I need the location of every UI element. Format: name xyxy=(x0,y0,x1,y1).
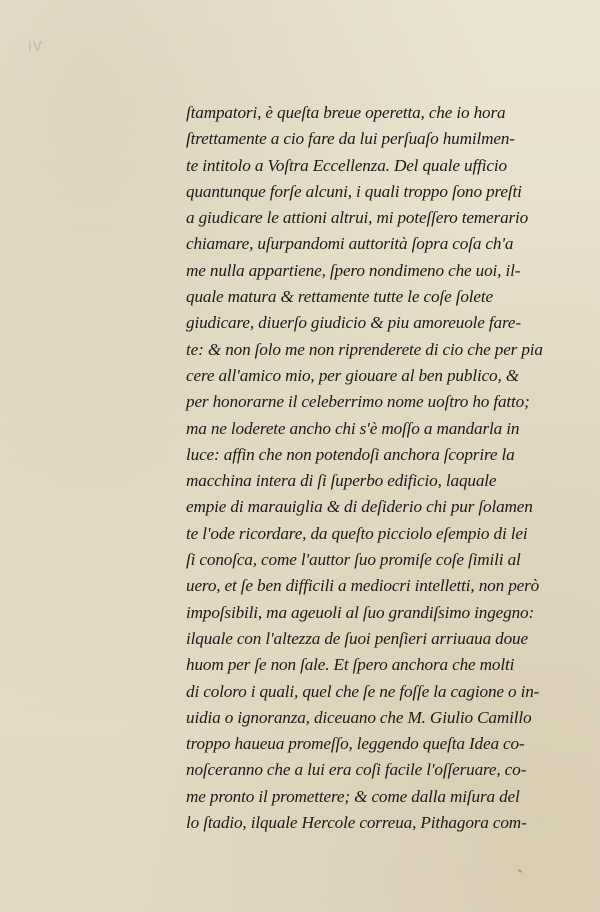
text-line: chiamare, uſurpandomi auttorità ſopra coſa ch'a xyxy=(186,234,514,254)
text-line: ma ne loderete ancho chi s'è moſſo a mandarla in xyxy=(186,418,520,438)
text-line: giudicare, diuerſo giudicio & piu amoreuole fare- xyxy=(186,313,521,333)
text-line: a giudicare le attioni altrui, mi poteſſero temerario xyxy=(186,208,529,228)
text-line: huom per ſe non ſale. Et ſpero anchora che molti xyxy=(186,655,515,675)
text-line: te l'ode ricordare, da queſto picciolo eſempio di lei xyxy=(186,523,528,543)
text-line: luce: affin che non potendoſi anchora ſcoprire la xyxy=(186,444,515,464)
margin-mark: IV xyxy=(28,40,43,55)
text-line: noſceranno che a lui era coſi facile l'oſſeruare, co- xyxy=(186,760,527,780)
text-line: cere all'amico mio, per giouare al ben publico, & xyxy=(186,365,520,385)
text-line: ſi conoſca, come l'auttor ſuo promiſe coſe ſimili al xyxy=(186,550,521,570)
text-line: ſtrettamente a cio fare da lui perſuaſo humilmen- xyxy=(186,129,515,149)
text-line: di coloro i quali, quel che ſe ne foſſe la cagione o in- xyxy=(186,681,540,701)
text-line: ilquale con l'altezza de ſuoi penſieri arriuaua doue xyxy=(186,628,528,648)
text-line: uidia o ignoranza, diceuano che M. Giulio Camillo xyxy=(186,707,532,727)
text-line: te intitolo a Voſtra Eccellenza. Del quale ufficio xyxy=(186,155,507,175)
text-block xyxy=(186,100,566,836)
text-line: me pronto il promettere; & come dalla miſura del xyxy=(186,786,520,806)
text-line: me nulla appartiene, ſpero nondimeno che uoi, il- xyxy=(186,260,521,280)
text-line: lo ſtadio, ilquale Hercole correua, Pithagora com- xyxy=(186,813,527,833)
ink-speck xyxy=(518,869,522,873)
text-line: impoſsibili, ma ageuoli al ſuo grandiſsimo ingegno: xyxy=(186,602,535,622)
text-line: troppo haueua promeſſo, leggendo queſta Idea co- xyxy=(186,734,525,754)
text-line: quale matura & rettamente tutte le coſe ſolete xyxy=(186,287,494,307)
text-line: uero, et ſe ben difficili a mediocri intelletti, non però xyxy=(186,576,540,596)
text-line: empie di marauiglia & di deſiderio chi pur ſolamen xyxy=(186,497,533,517)
text-line: quantunque forſe alcuni, i quali troppo ſono preſti xyxy=(186,181,522,201)
text-line: te: & non ſolo me non riprenderete di cio che per pia xyxy=(186,339,543,359)
text-line: per honorarne il celeberrimo nome uoſtro ho fatto; xyxy=(186,392,530,412)
text-line: ſtampatori, è queſta breue operetta, che io hora xyxy=(186,103,506,122)
text-line: macchina intera di ſi ſuperbo edificio, laquale xyxy=(186,471,497,491)
